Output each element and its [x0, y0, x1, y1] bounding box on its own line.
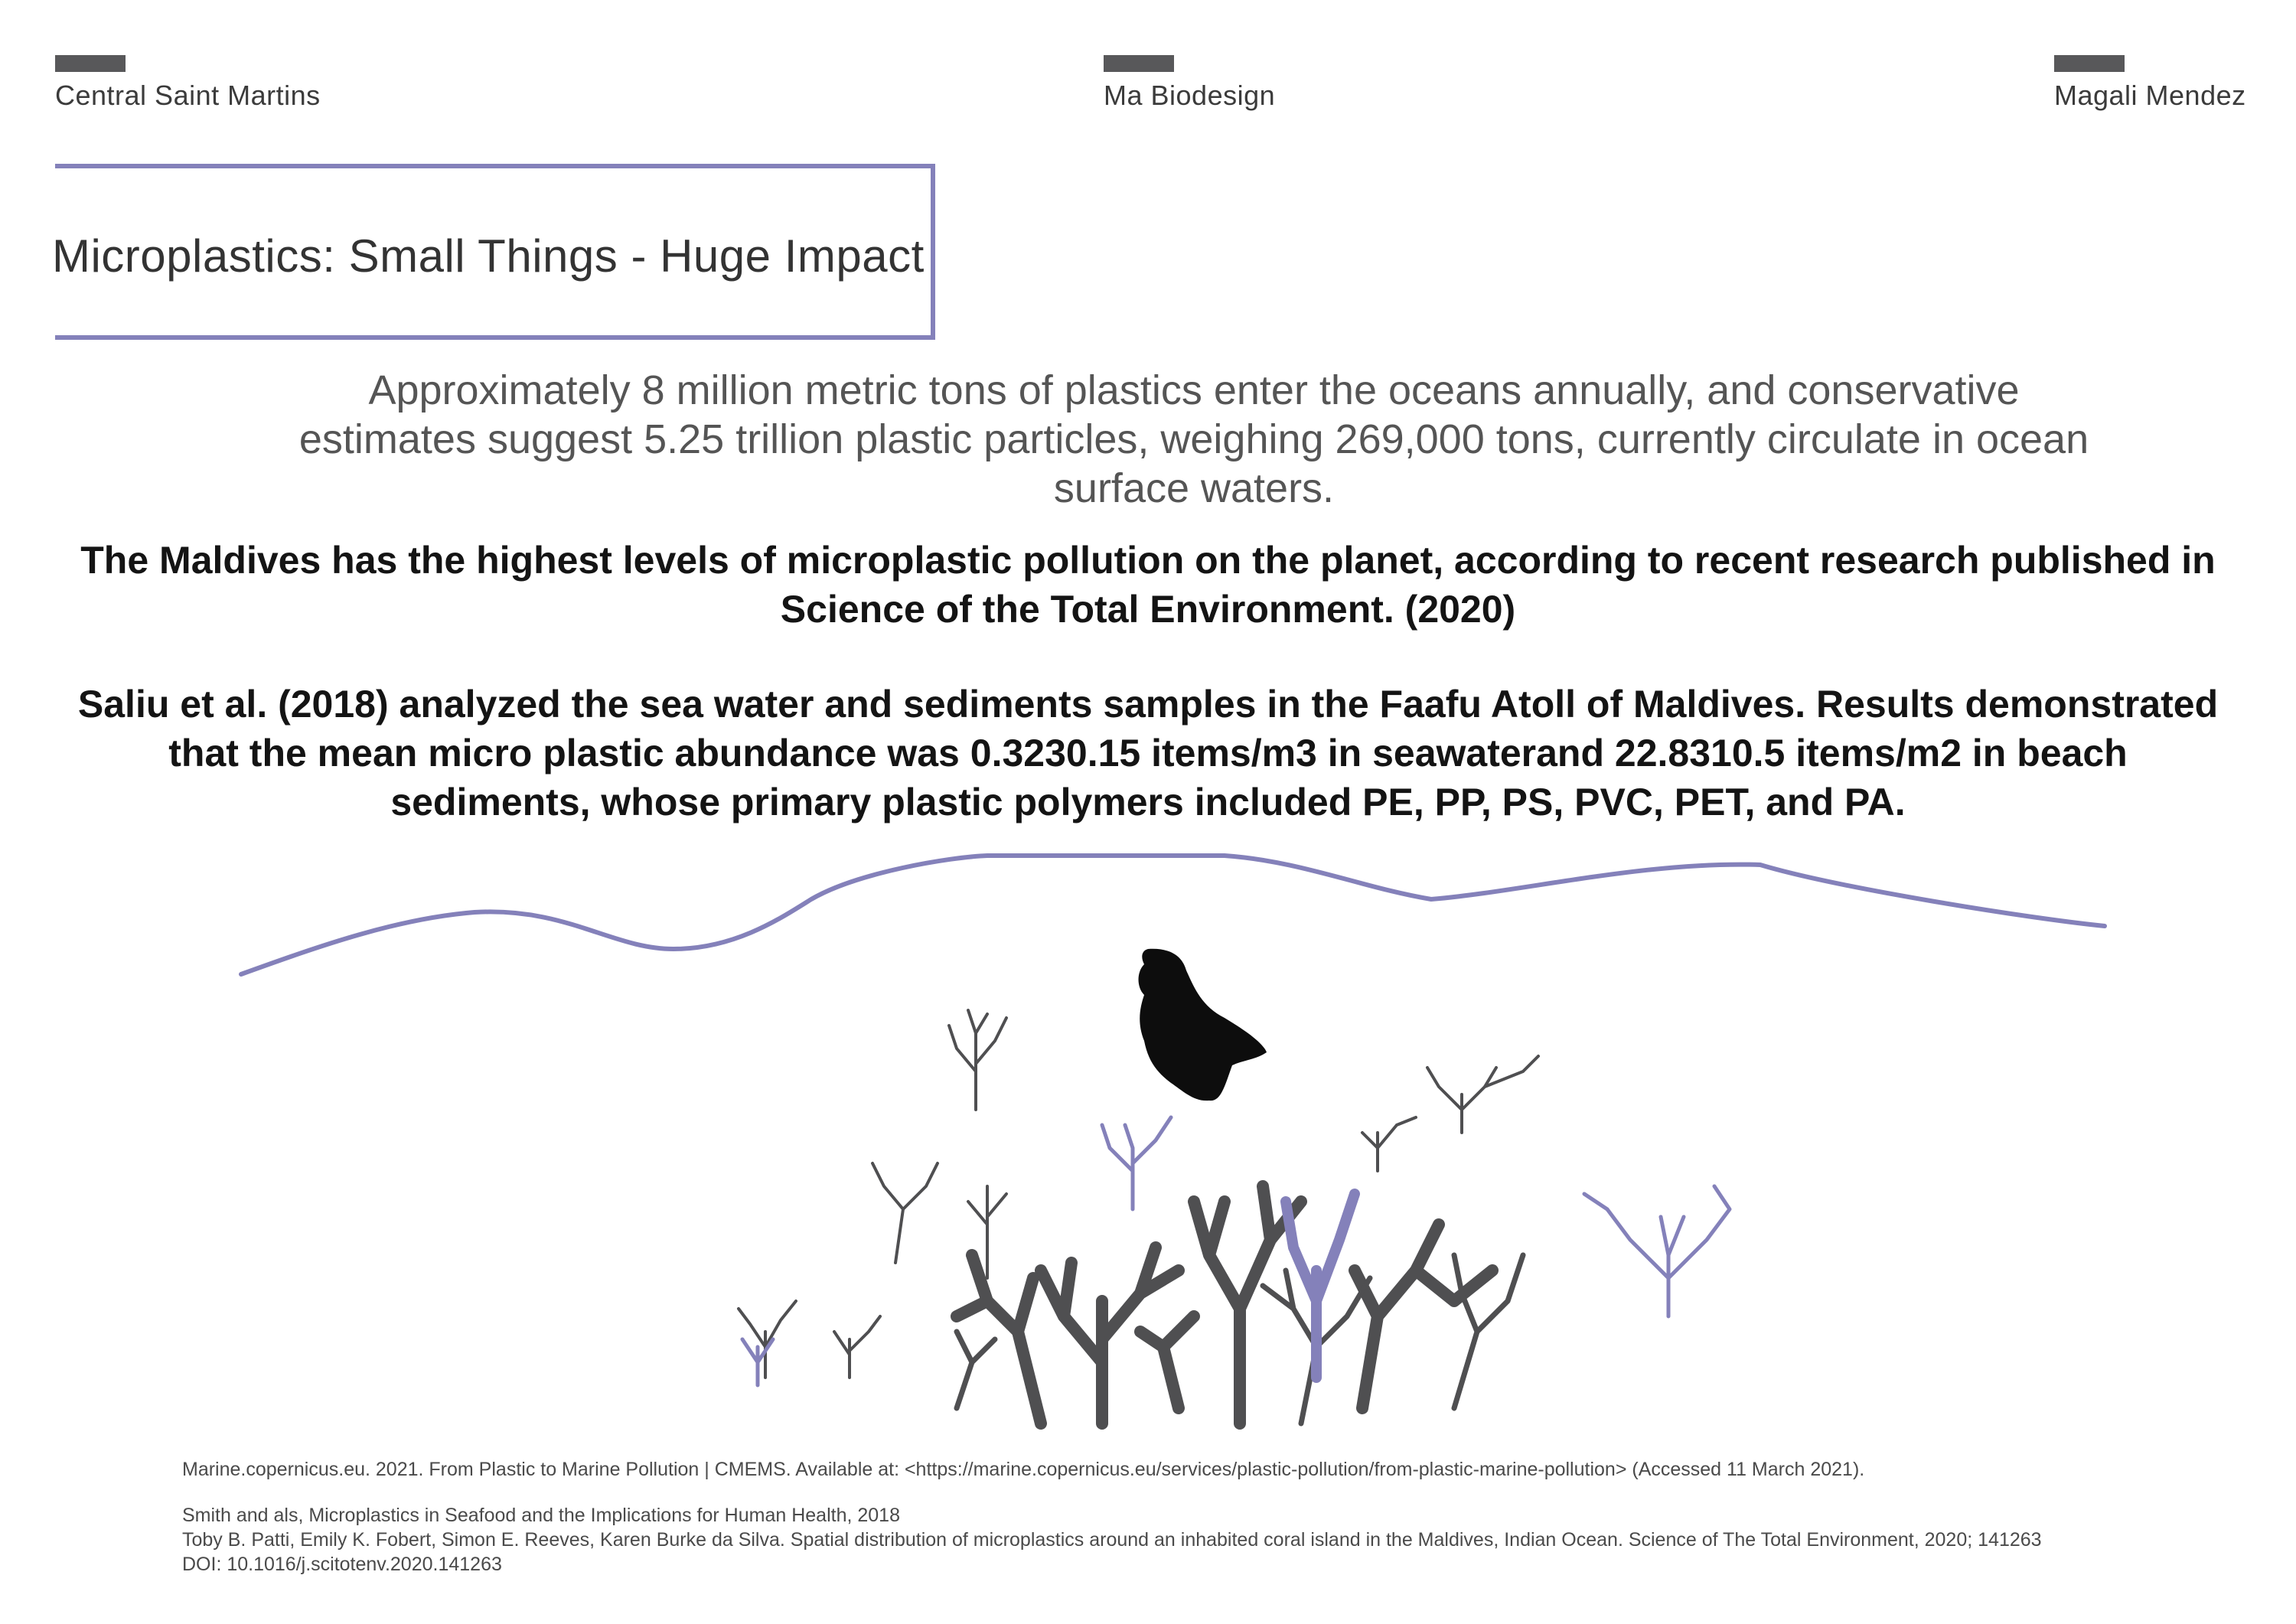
intro-text: Approximately 8 million metric tons of plastics enter the oceans annually, and conservative estimates suggest 5.25 trillion plastic particles, weighing 269,000 tons, currently circulate in ocean surface waters.	[298, 367, 2089, 511]
header-center	[1104, 55, 1275, 112]
reference-1: Marine.copernicus.eu. 2021. From Plastic to Marine Pollution | CMEMS. Available at: <https://marine.copernicus.eu/services/plastic-pollution/from-plastic-marine-pollution> (Accessed 11 March 2021).	[182, 1459, 1865, 1480]
reference-4: DOI: 10.1016/j.scitotenv.2020.141263	[182, 1554, 502, 1575]
references-list	[182, 1503, 2249, 1577]
saliu-paragraph: Saliu et al. (2018) analyzed the sea water and sediments samples in the Faafu Atoll of Maldives. Results demonstrated that the mean micro plastic abundance was 0.3230.15 items/m3 in seawaterand 22.8310.5 items/m2 in beach sediments, whose primary plastic polymers included PE, PP, PS, PVC, PET, and PA.	[77, 683, 2219, 823]
maldives-paragraph: The Maldives has the highest levels of microplastic pollution on the planet, according to recent research published in Science of the Total Environment. (2020)	[80, 539, 2216, 631]
header-bar-right	[2054, 55, 2125, 72]
header-bar-left	[55, 55, 126, 72]
header-right	[2054, 55, 2253, 112]
reference-3: Toby B. Patti, Emily K. Fobert, Simon E. Reeves, Karen Burke da Silva. Spatial distribution of microplastics around an inhabited coral island in the Maldives, Indian Ocean. Science of The Total Environment, 2020; 141263	[182, 1529, 2042, 1551]
header-school: Central Saint Martins	[55, 80, 321, 111]
header-author: Magali Mendez	[2054, 80, 2246, 111]
plastic-bag-icon	[1139, 949, 1267, 1101]
page-title: Microplastics: Small Things - Huge Impact	[52, 230, 925, 282]
header-bar-center	[1104, 55, 1174, 72]
header-course: Ma Biodesign	[1104, 80, 1276, 111]
coral-reef-icon	[739, 1010, 1730, 1423]
reference-2: Smith and als, Microplastics in Seafood and the Implications for Human Health, 2018	[182, 1505, 900, 1526]
header-left	[55, 55, 321, 112]
ocean-illustration	[0, 842, 2296, 1454]
